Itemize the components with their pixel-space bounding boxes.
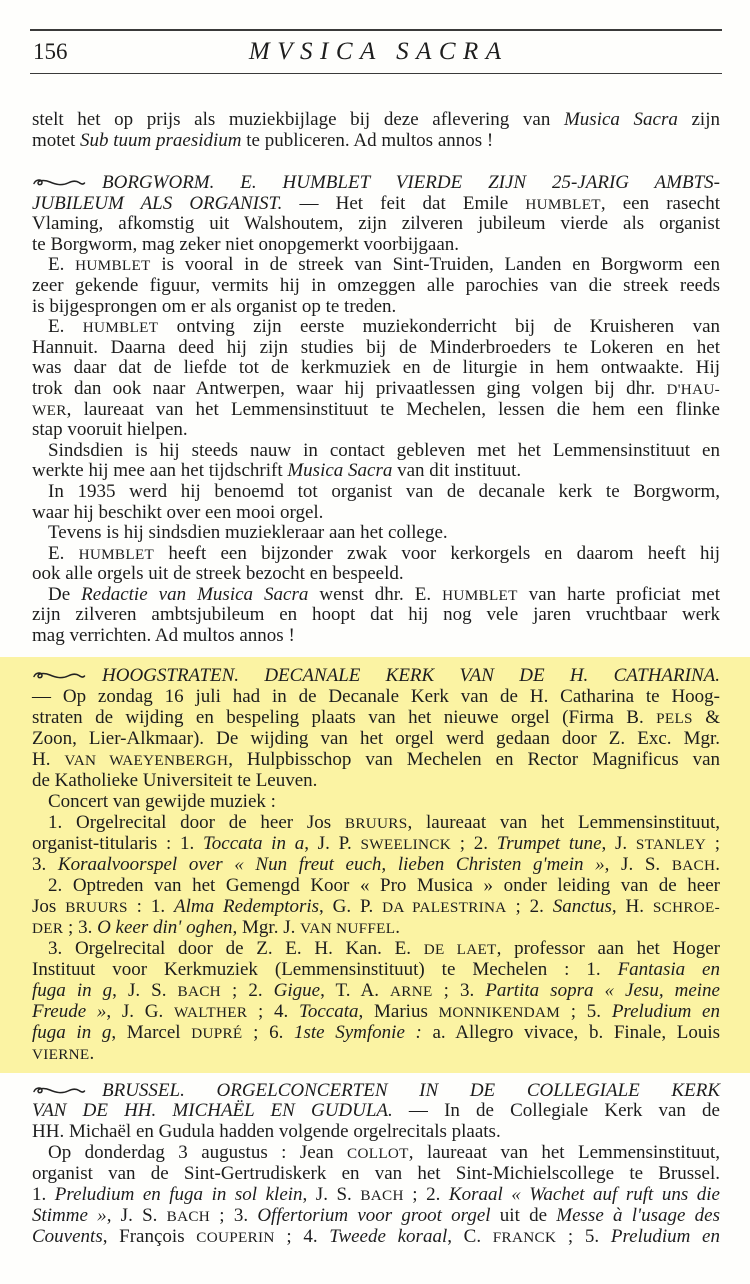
smallcaps-text-run: COUPERIN bbox=[196, 1228, 275, 1246]
text-line bbox=[32, 896, 720, 917]
text-run: Jos bbox=[32, 895, 66, 917]
text-run: HH. Michaël en Gudula hadden volgende orgelrecitals plaats. bbox=[32, 1121, 501, 1143]
smallcaps-text-run: HUMBLET bbox=[525, 195, 601, 213]
text-run: zeer gekende figuur, vermits hij in omzeggen alle parochies van die streek reeds bbox=[32, 274, 720, 296]
section-heading-paragraph bbox=[32, 173, 720, 255]
text-line bbox=[32, 833, 720, 854]
text-run: van dit instituut. bbox=[392, 460, 522, 482]
text-line bbox=[32, 461, 720, 482]
text-run: waar hij beschikt over een mooi orgel. bbox=[32, 501, 324, 523]
italic-text-run: Koraal « Wachet auf ruft uns die bbox=[448, 1183, 720, 1205]
line-content bbox=[32, 502, 323, 523]
line-content bbox=[32, 563, 404, 584]
section-heading-paragraph bbox=[32, 1081, 720, 1144]
text-line bbox=[32, 400, 720, 421]
text-run: , laureaat van het Lemmensinstituut, bbox=[407, 811, 720, 833]
text-line bbox=[32, 131, 720, 152]
text-run: — In de Collegiale Kerk van de bbox=[392, 1100, 720, 1122]
text-run: In 1935 werd hij benoemd tot organist van de decanale kerk te Borgworm, bbox=[48, 480, 720, 502]
line-content bbox=[32, 1184, 720, 1205]
text-run: De bbox=[48, 583, 82, 605]
smallcaps-text-run: BACH bbox=[671, 856, 716, 874]
smallcaps-text-run: BRUURS bbox=[344, 814, 408, 832]
smallcaps-text-run: VAN NUFFEL bbox=[300, 919, 396, 937]
italic-text-run: Toccata bbox=[299, 1000, 359, 1022]
text-run: , Marius bbox=[358, 1000, 439, 1022]
text-run: ; bbox=[706, 832, 721, 854]
text-run: , François bbox=[102, 1225, 197, 1247]
text-run: ; 2. bbox=[403, 1183, 449, 1205]
smallcaps-text-run: ARNE bbox=[390, 982, 433, 1000]
text-run: , G. P. bbox=[319, 895, 383, 917]
text-line bbox=[32, 626, 720, 647]
text-run: te Borgworm, mag zeker niet onopgemerkt voorbijgaan. bbox=[32, 233, 460, 255]
italic-text-run: Sanctus bbox=[552, 895, 612, 917]
text-line bbox=[48, 791, 720, 812]
italic-text-run: Preludium en bbox=[611, 1000, 720, 1022]
line-content bbox=[32, 172, 720, 193]
text-run: ; 3. bbox=[210, 1204, 258, 1226]
article-continuation bbox=[32, 110, 720, 151]
paragraph bbox=[32, 255, 720, 317]
smallcaps-text-run: FRANCK bbox=[492, 1228, 557, 1246]
line-content bbox=[32, 1001, 720, 1022]
italic-text-run: Freude » bbox=[32, 1000, 107, 1022]
text-line bbox=[32, 235, 720, 256]
italic-text-run: Fantasia en bbox=[617, 958, 720, 980]
text-run: — Op zondag 16 juli had in de Decanale Kerk van de H. Catharina te Hoog- bbox=[32, 685, 720, 707]
italic-text-run: Toccata in a bbox=[202, 832, 305, 854]
program-item bbox=[32, 938, 720, 1064]
text-run: , een rasecht bbox=[600, 192, 721, 214]
text-line bbox=[48, 482, 720, 503]
text-run: motet bbox=[32, 129, 81, 151]
text-line bbox=[32, 297, 720, 318]
ornament-icon bbox=[32, 1085, 86, 1097]
text-line bbox=[48, 544, 720, 565]
line-content bbox=[32, 109, 720, 130]
text-line bbox=[32, 564, 720, 585]
line-content bbox=[32, 1205, 720, 1226]
text-line bbox=[32, 1001, 720, 1022]
text-line bbox=[32, 605, 720, 626]
text-run: Zoon, Lier-Alkmaar). De wijding van het orgel werd gedaan door Z. Exc. Mgr. bbox=[32, 727, 720, 749]
italic-text-run: Musica Sacra bbox=[287, 460, 393, 482]
text-run: , Hulpbisschop van Mechelen en Rector Magnificus van bbox=[228, 748, 720, 770]
text-run: H. bbox=[32, 748, 65, 770]
italic-text-run: Redactie van Musica Sacra bbox=[81, 583, 309, 605]
text-run: organist van de Sint-Gertrudiskerk en van het Sint-Michielscollege te Brussel. bbox=[32, 1162, 720, 1184]
line-content bbox=[32, 749, 720, 770]
text-line bbox=[32, 214, 720, 235]
text-run: mag verrichten. Ad multos annos ! bbox=[32, 625, 295, 647]
text-run: E. bbox=[48, 316, 83, 338]
paragraph bbox=[32, 523, 720, 544]
text-run: werkte hij mee aan het tijdschrift bbox=[32, 460, 288, 482]
smallcaps-text-run: WALTHER bbox=[174, 1003, 248, 1021]
smallcaps-text-run: SWEELINCK bbox=[360, 835, 451, 853]
text-run: , J. S. bbox=[112, 979, 178, 1001]
text-line bbox=[48, 875, 720, 896]
text-line bbox=[32, 770, 720, 791]
text-run: 3. Orgelrecital door de Z. E. H. Kan. E. bbox=[48, 937, 424, 959]
text-line bbox=[32, 959, 720, 980]
text-run: Hannuit. Daarna deed hij zijn studies bij de Minderbroeders te Lokeren en het bbox=[32, 336, 720, 358]
text-run: : 1. bbox=[127, 895, 174, 917]
line-content bbox=[32, 917, 400, 938]
line-content bbox=[32, 275, 720, 296]
text-run: ; 2. bbox=[451, 832, 497, 854]
text-run: E. bbox=[48, 542, 79, 564]
smallcaps-text-run: DER bbox=[32, 919, 64, 937]
paragraph bbox=[32, 441, 720, 482]
line-content bbox=[48, 481, 720, 502]
text-line bbox=[32, 420, 720, 441]
section-heading-paragraph bbox=[32, 665, 720, 791]
line-content bbox=[32, 959, 720, 980]
text-run: stelt het op prijs als muziekbijlage bij deze aflevering van bbox=[32, 109, 564, 130]
smallcaps-text-run: COLLOT bbox=[347, 1145, 409, 1163]
text-line bbox=[32, 707, 720, 728]
line-content bbox=[32, 707, 720, 728]
line-content bbox=[48, 316, 720, 337]
italic-text-run: Couvents bbox=[32, 1225, 103, 1247]
text-run: a. Allegro vivace, b. Finale, Louis bbox=[421, 1021, 720, 1043]
text-line bbox=[32, 379, 720, 400]
line-content bbox=[32, 980, 720, 1001]
text-line bbox=[32, 1164, 720, 1185]
text-line bbox=[48, 585, 720, 606]
text-run: Instituut voor Kerkmuziek (Lemmensinstituut) te Mechelen : 1. bbox=[32, 958, 618, 980]
text-run: heeft een bijzonder zwak voor kerkorgels en daarom heeft hij bbox=[154, 542, 721, 564]
paragraph bbox=[32, 791, 720, 812]
text-run: ; 3. bbox=[63, 916, 98, 938]
italic-text-run: Tweede koraal bbox=[329, 1225, 448, 1247]
text-run: ook alle orgels uit de streek bezocht en bespeeld. bbox=[32, 563, 404, 585]
smallcaps-text-run: BACH bbox=[177, 982, 221, 1000]
line-content bbox=[32, 399, 720, 420]
line-content bbox=[32, 419, 188, 440]
text-run: ; 5. bbox=[556, 1225, 611, 1247]
text-line bbox=[32, 1022, 720, 1043]
text-run: Concert van gewijde muziek : bbox=[48, 790, 276, 812]
text-line bbox=[32, 1043, 720, 1064]
smallcaps-text-run: DE LAET bbox=[423, 940, 497, 958]
text-line bbox=[32, 854, 720, 875]
text-run: ; 4. bbox=[247, 1000, 300, 1022]
text-run: van harte proficiat met bbox=[517, 583, 720, 605]
smallcaps-text-run: WER bbox=[32, 401, 67, 419]
italic-text-run: BORGWORM. E. HUMBLET VIERDE ZIJN 25-JARIG AMBTS- bbox=[102, 172, 720, 193]
italic-text-run: Stimme » bbox=[32, 1204, 107, 1226]
line-content bbox=[48, 812, 720, 833]
smallcaps-text-run: VIERNE bbox=[32, 1045, 90, 1063]
italic-text-run: fuga in g bbox=[32, 979, 113, 1001]
italic-text-run: Alma Redemptoris bbox=[174, 895, 320, 917]
line-content bbox=[48, 1142, 720, 1163]
line-content bbox=[32, 193, 720, 214]
article-hoogstraten bbox=[32, 665, 720, 1064]
text-line bbox=[32, 749, 720, 770]
text-run: 2. Optreden van het Gemengd Koor « Pro Musica » onder leiding van de heer bbox=[48, 874, 720, 896]
paragraph bbox=[32, 1143, 720, 1247]
program-item bbox=[32, 875, 720, 938]
line-content bbox=[32, 378, 720, 399]
italic-text-run: JUBILEUM ALS ORGANIST. bbox=[32, 192, 283, 214]
line-content bbox=[32, 1100, 720, 1121]
article-borgworm bbox=[32, 173, 720, 647]
italic-text-run: Preludium en bbox=[610, 1225, 720, 1247]
italic-text-run: Partita sopra « Jesu, meine bbox=[485, 979, 720, 1001]
italic-text-run: O keer din' oghen bbox=[97, 916, 233, 938]
text-run: straten de wijding en bespeling plaats van het nieuwe orgel (Firma B. bbox=[32, 706, 657, 728]
smallcaps-text-run: SCHROE- bbox=[652, 898, 720, 916]
line-content bbox=[32, 213, 720, 234]
text-run: E. bbox=[48, 254, 76, 276]
line-content bbox=[48, 875, 720, 896]
text-line bbox=[48, 938, 720, 959]
ornament-icon bbox=[32, 670, 86, 682]
text-line bbox=[32, 1227, 720, 1248]
line-content bbox=[48, 440, 720, 461]
text-run: 3. bbox=[32, 853, 58, 875]
text-run: zijn zilveren ambtsjubileum en hoopt dat hij nog vele jaren vruchtbaar werk bbox=[32, 604, 720, 626]
text-run: , J. bbox=[601, 832, 636, 854]
text-run: , J. S. bbox=[302, 1183, 361, 1205]
text-run: , T. A. bbox=[320, 979, 391, 1001]
text-run: , Mgr. J. bbox=[232, 916, 301, 938]
smallcaps-text-run: HUMBLET bbox=[75, 257, 151, 275]
text-run: is bijgesprongen om er als organist op te treden. bbox=[32, 295, 397, 317]
text-run: . bbox=[395, 916, 401, 938]
paragraph bbox=[32, 482, 720, 523]
text-run: . bbox=[715, 853, 720, 875]
italic-text-run: Gigue bbox=[273, 979, 321, 1001]
text-run: , J. S. bbox=[106, 1204, 167, 1226]
text-line bbox=[32, 173, 720, 194]
line-content bbox=[32, 1226, 720, 1247]
text-line bbox=[32, 1206, 720, 1227]
paragraph bbox=[32, 110, 720, 151]
paragraph bbox=[32, 544, 720, 585]
text-run: uit de bbox=[490, 1204, 557, 1226]
text-line bbox=[32, 358, 720, 379]
italic-text-run: Messe à l'usage des bbox=[556, 1204, 720, 1226]
line-content bbox=[32, 728, 720, 749]
italic-text-run: Sub tuum praesidium bbox=[80, 129, 242, 151]
text-line bbox=[32, 665, 720, 686]
smallcaps-text-run: STANLEY bbox=[635, 835, 706, 853]
text-run: ontving zijn eerste muziekonderricht bij de Kruisheren van bbox=[158, 316, 720, 338]
text-run: , Marcel bbox=[111, 1021, 192, 1043]
text-run: is vooral in de streek van Sint-Truiden, Landen en Borgworm een bbox=[150, 254, 720, 276]
text-line bbox=[32, 1122, 720, 1143]
line-content bbox=[48, 938, 720, 959]
text-line bbox=[48, 317, 720, 338]
ornament-icon bbox=[32, 177, 86, 189]
text-run: Op donderdag 3 augustus : Jean bbox=[48, 1142, 348, 1164]
header-rule-top bbox=[30, 29, 722, 31]
text-line bbox=[48, 1143, 720, 1164]
text-run: organist-titularis : 1. bbox=[32, 832, 203, 854]
line-content bbox=[32, 1121, 501, 1142]
text-run: Sindsdien is hij steeds nauw in contact gebleven met het Lemmensinstituut en bbox=[48, 439, 720, 461]
paragraph bbox=[32, 585, 720, 647]
line-content bbox=[32, 1043, 94, 1064]
italic-text-run: Preludium en fuga in sol klein bbox=[54, 1183, 303, 1205]
text-run: ; 2. bbox=[506, 895, 553, 917]
smallcaps-text-run: PELS bbox=[656, 709, 693, 727]
text-run: te publiceren. Ad multos annos ! bbox=[241, 129, 494, 151]
text-line bbox=[48, 523, 720, 544]
text-line bbox=[32, 110, 720, 131]
smallcaps-text-run: DA PALESTRINA bbox=[382, 898, 507, 916]
line-content bbox=[48, 254, 720, 275]
text-run: ; 3. bbox=[432, 979, 486, 1001]
italic-text-run: VAN DE HH. MICHAËL EN GUDULA. bbox=[32, 1100, 393, 1122]
line-content bbox=[32, 1163, 720, 1184]
header-rule-bottom bbox=[30, 73, 722, 74]
smallcaps-text-run: BACH bbox=[166, 1207, 211, 1225]
page-number: 156 bbox=[33, 39, 68, 64]
text-run: ; 2. bbox=[220, 979, 274, 1001]
line-content bbox=[32, 357, 720, 378]
text-run: — Het feit dat Emile bbox=[282, 192, 526, 214]
text-run: & bbox=[692, 706, 720, 728]
text-line bbox=[32, 686, 720, 707]
text-run: ; 4. bbox=[274, 1225, 330, 1247]
smallcaps-text-run: VAN WAEYENBERGH bbox=[64, 751, 229, 769]
line-content bbox=[32, 1080, 720, 1101]
text-run: ; 6. bbox=[242, 1021, 294, 1043]
text-run: 1. bbox=[32, 1183, 55, 1205]
text-line bbox=[32, 728, 720, 749]
text-run: , laureaat van het Lemmensinstituut te Mechelen, lessen die hem een flinke bbox=[66, 398, 720, 420]
text-line bbox=[48, 441, 720, 462]
smallcaps-text-run: HUMBLET bbox=[82, 319, 159, 337]
text-run: ; 5. bbox=[560, 1000, 612, 1022]
text-run: . bbox=[89, 1042, 95, 1064]
line-content bbox=[48, 522, 448, 543]
text-run: stap vooruit hielpen. bbox=[32, 419, 188, 441]
italic-text-run: HOOGSTRATEN. DECANALE KERK VAN DE H. CATHARINA. bbox=[102, 664, 720, 686]
text-line bbox=[48, 255, 720, 276]
text-run: , laureaat van het Lemmensinstituut, bbox=[408, 1142, 720, 1164]
text-run: was daar dat de liefde tot de kerkmuziek en de liturgie in hem ontwaakte. Hij bbox=[32, 357, 720, 379]
text-line bbox=[32, 1101, 720, 1122]
text-run: , professor aan het Hoger bbox=[496, 937, 720, 959]
line-content bbox=[32, 337, 720, 358]
program-item bbox=[32, 812, 720, 875]
line-content bbox=[32, 234, 459, 255]
line-content bbox=[32, 1022, 720, 1043]
line-content bbox=[32, 686, 720, 707]
text-line bbox=[32, 980, 720, 1001]
line-content bbox=[32, 833, 720, 854]
text-line bbox=[32, 194, 720, 215]
text-run: 1. Orgelrecital door de heer Jos bbox=[48, 811, 345, 833]
text-run: Tevens is hij sindsdien muziekleraar aan het college. bbox=[48, 522, 448, 544]
text-run: , H. bbox=[611, 895, 653, 917]
italic-text-run: Trumpet tune bbox=[496, 832, 602, 854]
line-content bbox=[32, 130, 493, 151]
text-run: , J. S. bbox=[604, 853, 672, 875]
text-run: Vlaming, afkomstig uit Walshoutem, zijn zilveren jubileum vierde als organist bbox=[32, 213, 720, 235]
italic-text-run: BRUSSEL. ORGELCONCERTEN IN DE COLLEGIALE KERK bbox=[102, 1079, 720, 1101]
text-line bbox=[32, 503, 720, 524]
line-content bbox=[32, 896, 720, 917]
line-content bbox=[32, 460, 521, 481]
text-run: , J. P. bbox=[304, 832, 361, 854]
text-line bbox=[32, 1185, 720, 1206]
line-content bbox=[32, 770, 317, 791]
text-line bbox=[32, 276, 720, 297]
text-line bbox=[32, 917, 720, 938]
italic-text-run: Offertorium voor groot orgel bbox=[257, 1204, 491, 1226]
italic-text-run: Musica Sacra bbox=[563, 109, 678, 130]
text-run: trok dan ook naar Antwerpen, waar hij privaatlessen ging volgen bij dhr. bbox=[32, 377, 667, 399]
italic-text-run: Koraalvoorspel over « Nun freut euch, lieben Christen g'mein » bbox=[57, 853, 605, 875]
line-content bbox=[32, 604, 720, 625]
italic-text-run: fuga in g bbox=[32, 1021, 112, 1043]
line-content bbox=[48, 584, 720, 605]
line-content bbox=[32, 665, 720, 686]
line-content bbox=[32, 854, 720, 875]
line-content bbox=[48, 543, 720, 564]
smallcaps-text-run: D'HAU- bbox=[666, 380, 720, 398]
line-content bbox=[32, 296, 396, 317]
line-content bbox=[32, 625, 295, 646]
text-run: , C. bbox=[447, 1225, 493, 1247]
text-run: de Katholieke Universiteit te Leuven. bbox=[32, 769, 318, 791]
smallcaps-text-run: BRUURS bbox=[65, 898, 128, 916]
text-run: wenst dhr. E. bbox=[308, 583, 443, 605]
paragraph bbox=[32, 317, 720, 441]
text-line bbox=[48, 812, 720, 833]
smallcaps-text-run: HUMBLET bbox=[78, 545, 155, 563]
text-line bbox=[32, 338, 720, 359]
text-run: , J. G. bbox=[106, 1000, 174, 1022]
italic-text-run: 1ste Symfonie : bbox=[293, 1021, 422, 1043]
journal-title: MVSICA SACRA bbox=[248, 38, 509, 65]
smallcaps-text-run: MONNIKENDAM bbox=[438, 1003, 561, 1021]
smallcaps-text-run: DUPRÉ bbox=[191, 1024, 243, 1042]
article-brussel bbox=[32, 1081, 720, 1248]
text-line bbox=[32, 1081, 720, 1102]
smallcaps-text-run: BACH bbox=[360, 1186, 404, 1204]
text-run: zijn bbox=[677, 109, 720, 130]
smallcaps-text-run: HUMBLET bbox=[442, 586, 518, 604]
line-content bbox=[48, 791, 276, 812]
